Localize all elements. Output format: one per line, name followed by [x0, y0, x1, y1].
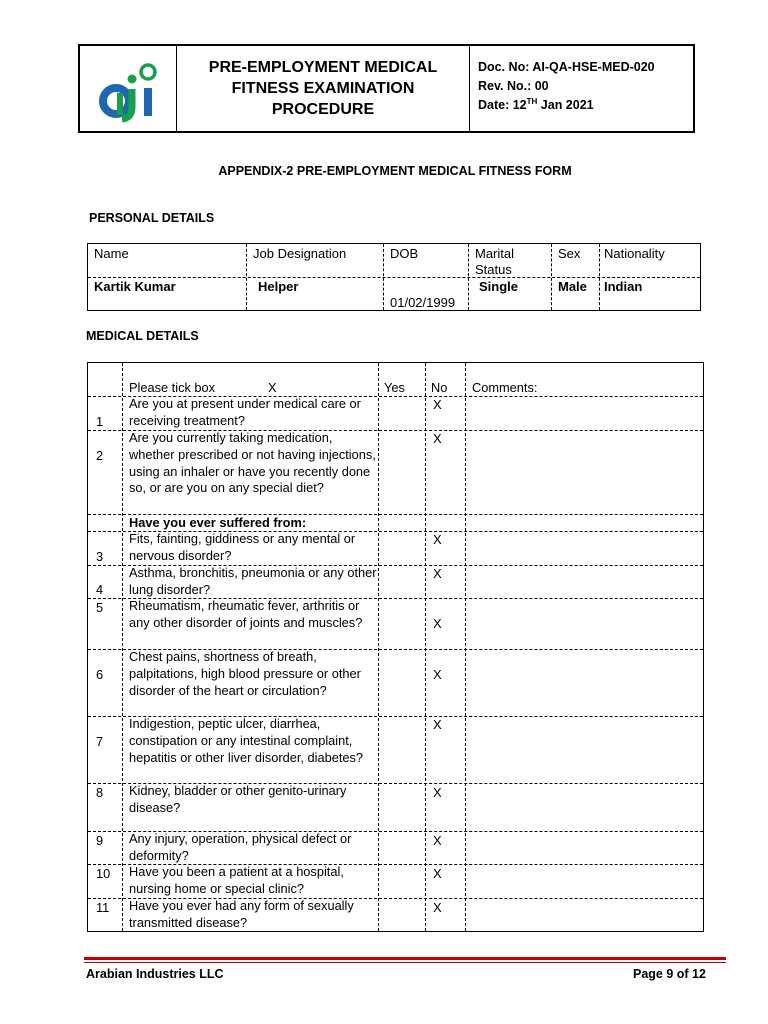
revision-number: Rev. No.: 00: [478, 79, 549, 93]
company-name: Arabian Industries LLC: [86, 967, 224, 981]
answer-no-mark: X: [433, 866, 442, 881]
company-logo: [98, 63, 160, 123]
question-number: 3: [96, 549, 104, 564]
job-designation-header: Job Designation: [253, 246, 347, 261]
yes-column-header: Yes: [384, 380, 405, 395]
answer-no-mark: X: [433, 532, 442, 547]
sex-value: Male: [558, 279, 587, 294]
row-divider: [88, 277, 700, 278]
marital-status-value: Single: [479, 279, 519, 294]
footer-rule: [84, 957, 726, 960]
question-number: 8: [96, 785, 104, 800]
tick-example-mark: X: [268, 380, 277, 395]
medical-details-heading: MEDICAL DETAILS: [86, 329, 199, 343]
medical-details-table: [87, 362, 704, 932]
suffered-from-subheading: Have you ever suffered from:: [129, 515, 307, 530]
logo-cell: [80, 46, 177, 131]
column-divider: [122, 363, 123, 931]
answer-no-mark: X: [433, 717, 442, 732]
answer-no-mark: X: [433, 431, 442, 446]
name-header: Name: [94, 246, 129, 261]
no-column-header: No: [431, 380, 448, 395]
question-text: Have you been a patient at a hospital, nursing home or special clinic?: [129, 864, 344, 896]
question-number: 11: [96, 900, 110, 915]
column-divider: [465, 363, 466, 931]
answer-no-mark: X: [433, 900, 442, 915]
answer-no-mark: X: [433, 566, 442, 581]
question-text: Rheumatism, rheumatic fever, arthritis or any other disorder of joints and muscles?: [129, 598, 363, 630]
answer-no-mark: X: [433, 397, 442, 412]
question-text: Fits, fainting, giddiness or any mental or nervous disorder?: [129, 531, 356, 563]
question-text: Are you currently taking medication, whether prescribed or not having injections, using an inhaler or have you recently done so, or are you on any special diet?: [129, 430, 376, 496]
nationality-header: Nationality: [604, 246, 665, 261]
question-number: 9: [96, 833, 104, 848]
comments-column-header: Comments:: [472, 380, 538, 395]
dob-header: DOB: [390, 246, 419, 261]
question-number: 10: [96, 866, 111, 881]
question-number: 5: [96, 600, 104, 615]
doc-number: Doc. No: AI-QA-HSE-MED-020: [478, 60, 655, 74]
doc-date: Date: 12TH Jan 2021: [478, 96, 594, 112]
appendix-title: APPENDIX-2 PRE-EMPLOYMENT MEDICAL FITNESS FORM: [218, 164, 572, 178]
footer-rule-thin: [84, 962, 726, 963]
job-designation-value: Helper: [258, 279, 299, 294]
question-text: Indigestion, peptic ulcer, diarrhea, constipation or any intestinal complaint, hepatitis or other liver disorder, diabetes?: [129, 716, 364, 765]
doc-info: [470, 46, 693, 131]
page-number: Page 9 of 12: [633, 967, 706, 981]
sex-header: Sex: [558, 246, 581, 261]
question-text: Are you at present under medical care or receiving treatment?: [129, 396, 361, 428]
question-number: 6: [96, 667, 104, 682]
question-number: 4: [96, 582, 104, 597]
question-number: 7: [96, 734, 104, 749]
tick-box-instruction: Please tick box: [129, 380, 216, 395]
dob-value: 01/02/1999: [390, 295, 456, 310]
document-title: PRE-EMPLOYMENT MEDICAL FITNESS EXAMINATION PROCEDURE: [177, 46, 470, 131]
question-text: Kidney, bladder or other genito-urinary disease?: [129, 783, 347, 815]
personal-details-heading: PERSONAL DETAILS: [89, 211, 215, 225]
answer-no-mark: X: [433, 785, 442, 800]
question-number: 2: [96, 448, 104, 463]
nationality-value: Indian: [604, 279, 643, 294]
marital-status-header: Marital Status: [475, 246, 515, 277]
document-header: [78, 44, 695, 133]
column-divider: [425, 363, 426, 931]
name-value: Kartik Kumar: [94, 279, 176, 294]
answer-no-mark: X: [433, 667, 442, 682]
question-text: Chest pains, shortness of breath, palpitations, high blood pressure or other disorder of the heart or circulation?: [129, 649, 361, 698]
answer-no-mark: X: [433, 833, 442, 848]
question-text: Any injury, operation, physical defect or deformity?: [129, 831, 352, 863]
question-text: Asthma, bronchitis, pneumonia or any other lung disorder?: [129, 565, 377, 597]
question-number: 1: [96, 414, 104, 429]
answer-no-mark: X: [433, 616, 442, 631]
personal-details-table: [87, 243, 701, 311]
question-text: Have you ever had any form of sexually transmitted disease?: [129, 898, 354, 930]
